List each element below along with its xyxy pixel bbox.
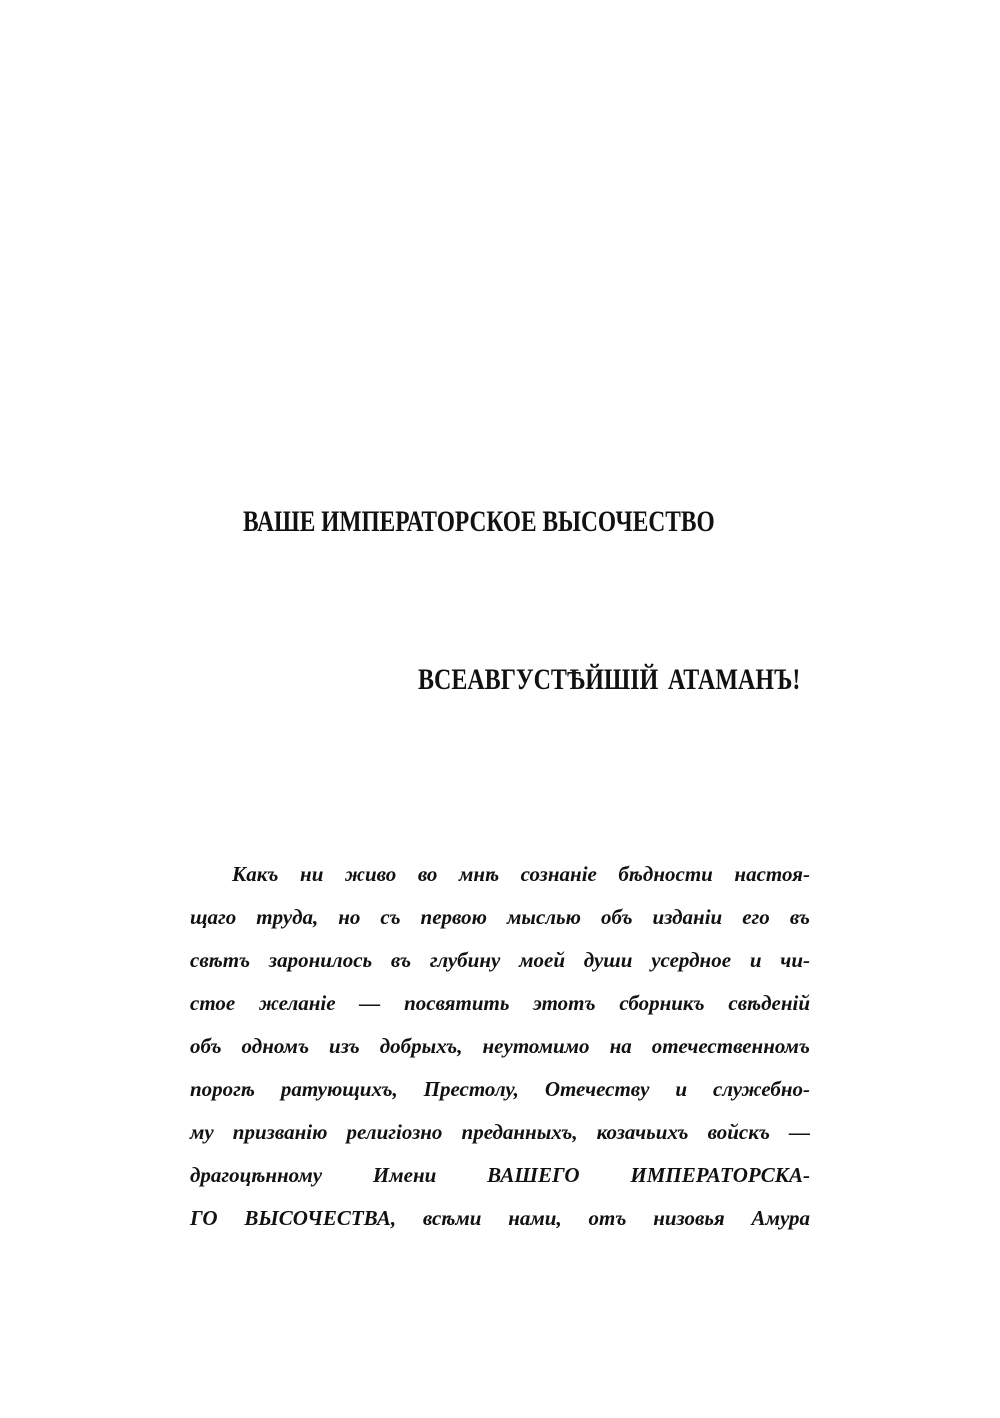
paragraph-line: Какъ ни живо во мнѣ сознаніе бѣдности настоя- xyxy=(232,862,810,886)
paragraph-line: порогѣ ратующихъ, Престолу, Отечеству и служебно- xyxy=(190,1077,810,1101)
paragraph-line: объ одномъ изъ добрыхъ, неутомимо на отечественномъ xyxy=(190,1034,810,1058)
dedication-heading xyxy=(243,505,715,539)
dedication-paragraph xyxy=(190,853,810,1240)
paragraph-line: щаго труда, но съ первою мыслью объ изданіи его въ xyxy=(190,905,810,929)
paragraph-line: стое желаніе — посвятить этотъ сборникъ свѣденій xyxy=(190,991,810,1015)
salutation xyxy=(418,663,800,697)
paragraph-line: драгоцѣнному Имени ВАШЕГО ИМПЕРАТОРСКА- xyxy=(190,1163,810,1187)
salutation-text: ВСЕАВГУСТѢЙШІЙ АТАМАНЪ! xyxy=(418,663,801,696)
dedication-heading-text: ВАШЕ ИМПЕРАТОРСКОЕ ВЫСОЧЕСТВО xyxy=(243,505,715,538)
paragraph-line: му призванію религіозно преданныхъ, козачьихъ войскъ — xyxy=(190,1120,810,1144)
paragraph-line: свѣтъ заронилось въ глубину моей души усердное и чи- xyxy=(190,948,810,972)
paragraph-line: ГО ВЫСОЧЕСТВА, всѣми нами, отъ низовья Амура xyxy=(190,1206,810,1230)
